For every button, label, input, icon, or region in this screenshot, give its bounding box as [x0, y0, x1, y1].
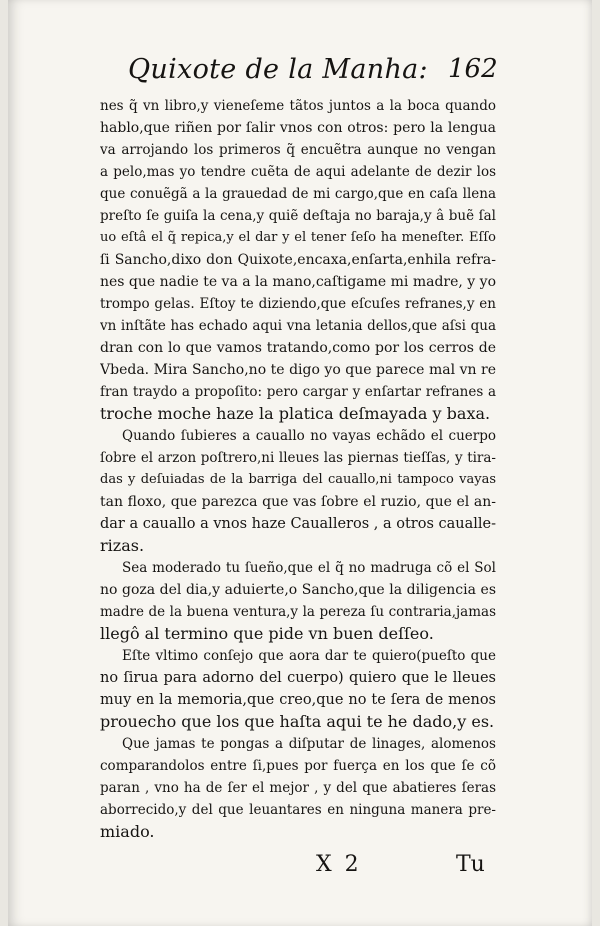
text-line: hablo,que riñen por ſalir vnos con otros: pero la lengua: [100, 120, 496, 136]
text-line: madre de la buena ventura,y la pereza ſu contraria,jamas: [100, 604, 496, 620]
text-line: muy en la memoria,que creo,que no te ſera de menos: [100, 692, 496, 708]
text-line: dar a cauallo a vnos haze Caualleros , a otros caualle-: [100, 516, 496, 532]
text-line: vn inſtãte has echado aqui vna letania dellos,que aſsi qua: [100, 318, 496, 334]
text-line: miado.: [100, 822, 155, 841]
text-line: Eſte vltimo conſejo que aora dar te quiero(pueſto que: [122, 648, 496, 664]
text-line: no goza del dia,y aduierte,o Sancho,que la diligencia es: [100, 582, 496, 598]
text-line: ſobre el arzon poſtrero,ni lleues las piernas tieſſas, y tira-: [100, 450, 496, 466]
text-line: paran , vno ha de ſer el mejor , y del que abatieres ſeras: [100, 780, 496, 796]
text-line: no ſirua para adorno del cuerpo) quiero que le lleues: [100, 670, 496, 686]
text-line: nes q̃ vn libro,y vieneſeme tãtos juntos a la boca quando: [100, 98, 496, 114]
text-line: Que jamas te pongas a diſputar de linages, alomenos: [122, 736, 496, 752]
text-line: comparandolos entre ſi,pues por fuerça en los que ſe cõ: [100, 758, 496, 774]
text-line: das y deſuiadas de la barriga del cauallo,ni tampoco vayas: [100, 472, 496, 487]
text-line: a pelo,mas yo tendre cuẽta de aqui adelante de dezir los: [100, 164, 496, 180]
running-title: Quixote de la Manha:: [128, 54, 428, 85]
text-line: nes que nadie te va a la mano,caſtigame mi madre, y yo: [100, 274, 496, 290]
text-line: llegô al termino que pide vn buen deſſeo.: [100, 624, 434, 643]
text-line: tan floxo, que parezca que vas ſobre el ruzio, que el an-: [100, 494, 496, 510]
text-line: uo eſtâ el q̃ repica,y el dar y el tener ſeſo ha meneſter. Eſſo: [100, 230, 496, 245]
book-page: [8, 0, 592, 926]
text-line: ſi Sancho,dixo don Quixote,encaxa,enſarta,enhila refra-: [100, 252, 496, 268]
text-block: [100, 95, 496, 843]
text-line: rizas.: [100, 536, 145, 555]
text-line: va arrojando los primeros q̃ encuẽtra aunque no vengan: [100, 142, 496, 158]
signature-mark: X 2: [316, 852, 362, 877]
page-footer: [8, 850, 592, 880]
text-line: preſto ſe guiſa la cena,y quiẽ deſtaja no baraja,y â buẽ ſal: [100, 208, 496, 224]
text-line: fran traydo a propoſito: pero cargar y enſartar refranes a: [100, 384, 496, 400]
text-line: Vbeda. Mira Sancho,no te digo yo que parece mal vn re: [100, 362, 496, 378]
folio-number: 162: [448, 54, 498, 84]
text-line: Quando ſubieres a cauallo no vayas echãdo el cuerpo: [122, 428, 496, 444]
text-line: aborrecido,y del que leuantares en ninguna manera pre-: [100, 802, 496, 818]
text-line: dran con lo que vamos tratando,como por los cerros de: [100, 340, 496, 356]
text-line: troche moche haze la platica deſmayada y baxa.: [100, 404, 491, 423]
text-line: Sea moderado tu ſueño,que el q̃ no madruga cõ el Sol: [122, 560, 496, 576]
catchword: Tu: [456, 852, 485, 877]
text-line: que conuẽgã a la grauedad de mi cargo,que en caſa llena: [100, 186, 496, 202]
page-header: [8, 48, 592, 88]
text-line: trompo gelas. Eſtoy te diziendo,que eſcuſes refranes,y en: [100, 296, 496, 312]
text-line: prouecho que los que haſta aqui te he dado,y es.: [100, 712, 495, 731]
